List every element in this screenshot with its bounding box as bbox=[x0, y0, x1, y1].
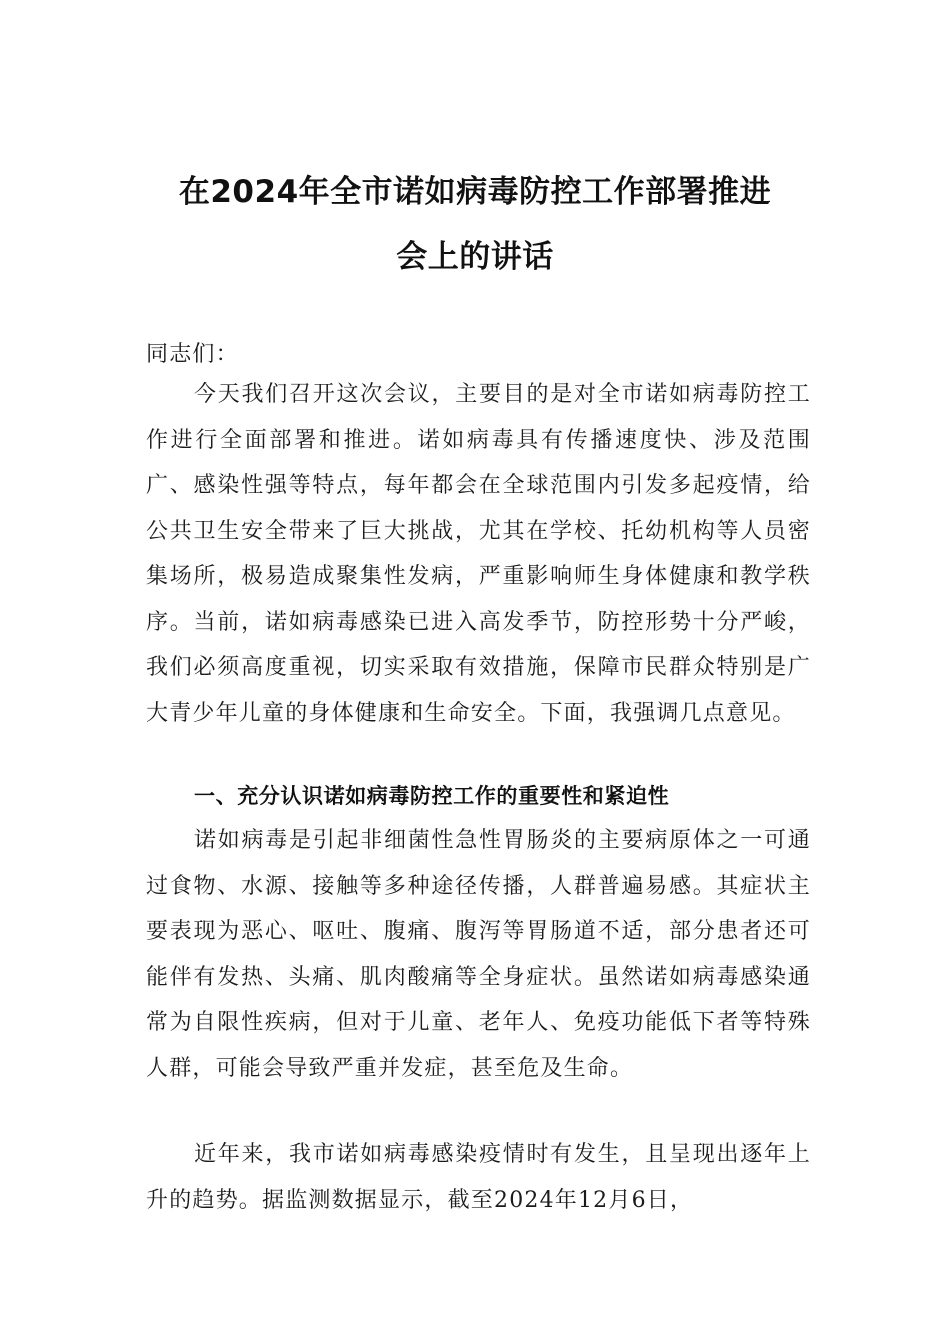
paragraph-virus-description: 诺如病毒是引起非细菌性急性胃肠炎的主要病原体之一可通过食物、水源、接触等多种途径传播，人群普遍易感。其症状主要表现为恶心、呕吐、腹痛、腹泻等胃肠道不适，部分患者还可能伴有发热、头痛、肌肉酸痛等全身症状。虽然诺如病毒感染通常为自限性疾病，但对于儿童、老年人、免疫功能低下者等特殊人群，可能会导致严重并发症，甚至危及生命。 bbox=[146, 828, 811, 1081]
paragraph-intro: 今天我们召开这次会议，主要目的是对全市诺如病毒防控工作进行全面部署和推进。诺如病毒具有传播速度快、涉及范围广、感染性强等特点，每年都会在全球范围内引发多起疫情，给公共卫生安全带来了巨大挑战，尤其在学校、托幼机构等人员密集场所，极易造成聚集性发病，严重影响师生身体健康和教学秩序。当前，诺如病毒感染已进入高发季节，防控形势十分严峻，我们必须高度重视，切实采取有效措施，保障市民群众特别是广大青少年儿童的身体健康和生命安全。下面，我强调几点意见。 bbox=[146, 382, 811, 726]
document-title-line-2: 会上的讲话 bbox=[396, 239, 554, 275]
section-heading-1: 一、充分认识诺如病毒防控工作的重要性和紧迫性 bbox=[194, 784, 670, 808]
document-title-line-1: 在2024年全市诺如病毒防控工作部署推进 bbox=[178, 174, 772, 210]
salutation: 同志们： bbox=[146, 342, 239, 367]
paragraph-local-situation: 近年来，我市诺如病毒感染疫情时有发生，且呈现出逐年上升的趋势。据监测数据显示，截至2024年12月6日， bbox=[146, 1142, 811, 1213]
